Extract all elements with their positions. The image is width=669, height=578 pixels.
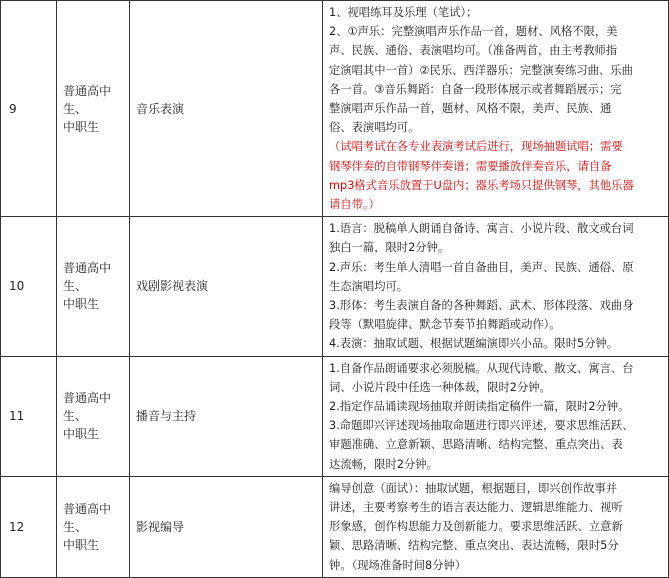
student-level-line: 中职生 (63, 297, 100, 312)
student-level-line: 中职生 (63, 427, 100, 442)
requirement-line: 3.命题即兴评述现场抽取命题进行即兴评述，要求思维活跃、 (329, 419, 634, 433)
requirement-line: 达流畅，限时2分钟。 (329, 457, 438, 471)
requirement-line: 4.表演：抽取试题、根据试题编演即兴小品。限时5分钟。 (329, 337, 619, 351)
requirement-line: 1.自备作品朗诵要求必须脱稿。从现代诗歌、散文、寓言、台 (329, 361, 634, 375)
major-name: 戏剧影视表演 (130, 217, 323, 356)
requirement-line: 词、小说片段中任选一种体裁，限时2分钟。 (329, 380, 551, 394)
requirement-note-line: mp3格式音乐放置于U盘内；器乐考场只提供钢琴，其他乐器 (329, 178, 634, 192)
requirement-line: 1.语言：脱稿单人朗诵自备诗、寓言、小说片段、散文或台词 (329, 222, 634, 236)
requirement-line: 1、视唱练耳及乐理（笔试）； (329, 6, 478, 19)
requirement-line: 编导创意（面试）：抽取试题，根据题目，即兴创作故事并 (329, 481, 618, 495)
student-level-line: 普通高中生、 (63, 391, 112, 424)
table-row (1, 217, 669, 356)
student-level-line: 普通高中生、 (63, 501, 112, 534)
row-number: 10 (1, 217, 57, 356)
student-level-line: 中职生 (63, 119, 100, 134)
requirement-line: 各一首。③音乐舞蹈：自备一段形体展示或者舞蹈展示；完 (329, 82, 622, 96)
student-level-line: 普通高中生、 (63, 83, 112, 116)
requirement-line: 颖、思路清晰、结构完整、重点突出、表达流畅，限时5分 (329, 539, 619, 553)
student-level (57, 1, 130, 217)
table-row (1, 476, 669, 577)
requirement-line: 俗、表演唱均可。 (329, 121, 420, 135)
requirement-note-line: （试唱考试在各专业表演考试后进行，现场抽题试唱；需要 (329, 140, 623, 154)
requirement-line: 2、①声乐：完整演唱声乐作品一首，题材、风格不限，美 (329, 25, 618, 39)
student-level-line: 中职生 (63, 537, 100, 552)
row-number: 9 (1, 1, 57, 217)
row-number: 11 (1, 356, 57, 476)
table-row (1, 1, 669, 217)
requirement-line: 独白一篇，限时2分钟。 (329, 241, 450, 255)
requirement-note-line: 钢琴伴奏的自带钢琴伴奏谱；需要播放伴奏音乐，请自备 (329, 159, 612, 173)
student-level (57, 476, 130, 577)
major-name: 影视编导 (130, 476, 323, 577)
requirement-line: 形象感，创作构思能力及创新能力。要求思维活跃、立意新 (329, 520, 623, 534)
major-name: 音乐表演 (130, 1, 323, 217)
requirement-line: 整演唱声乐作品一首，题材、风格不限，美声、民族、通 (329, 102, 612, 116)
row-number: 12 (1, 476, 57, 577)
requirement-note-line: 请自带。） (329, 198, 380, 212)
student-level (57, 217, 130, 356)
exam-requirements (323, 217, 669, 356)
student-level (57, 356, 130, 476)
exam-requirements (323, 356, 669, 476)
requirement-line: 生态演唱均可。 (329, 279, 409, 293)
requirement-line: 定演唱其中一首）②民乐、西洋器乐：完整演奏练习曲、乐曲 (329, 63, 633, 77)
table-row (1, 356, 669, 476)
requirement-line: 2.声乐：考生单人清唱一首自备曲目，美声、民族、通俗、原 (329, 260, 634, 274)
requirement-line: 3.形体：考生表演自备的各种舞蹈、武术、形体段落、戏曲身 (329, 299, 634, 313)
requirement-line: 段等（默唱旋律、默念节奏节拍舞蹈或动作）。 (329, 318, 561, 332)
requirement-line: 钟。（现场准备时间8分钟） (329, 558, 467, 572)
requirement-line: 2.指定作品诵读现场抽取并朗读指定稿件一篇，限时2分钟。 (329, 400, 630, 414)
major-name: 播音与主持 (130, 356, 323, 476)
exam-requirements (323, 476, 669, 577)
requirement-line: 声、民族、通俗、表演唱均可。（准备两首，由主考教师指 (329, 44, 618, 58)
exam-requirements (323, 1, 669, 217)
requirement-line: 讲述，主要考察考生的语言表达能力、逻辑思维能力、视听 (329, 501, 623, 515)
student-level-line: 普通高中生、 (63, 261, 112, 294)
requirement-line: 审题准确、立意新颖、思路清晰、结构完整、重点突出、表 (329, 438, 623, 452)
